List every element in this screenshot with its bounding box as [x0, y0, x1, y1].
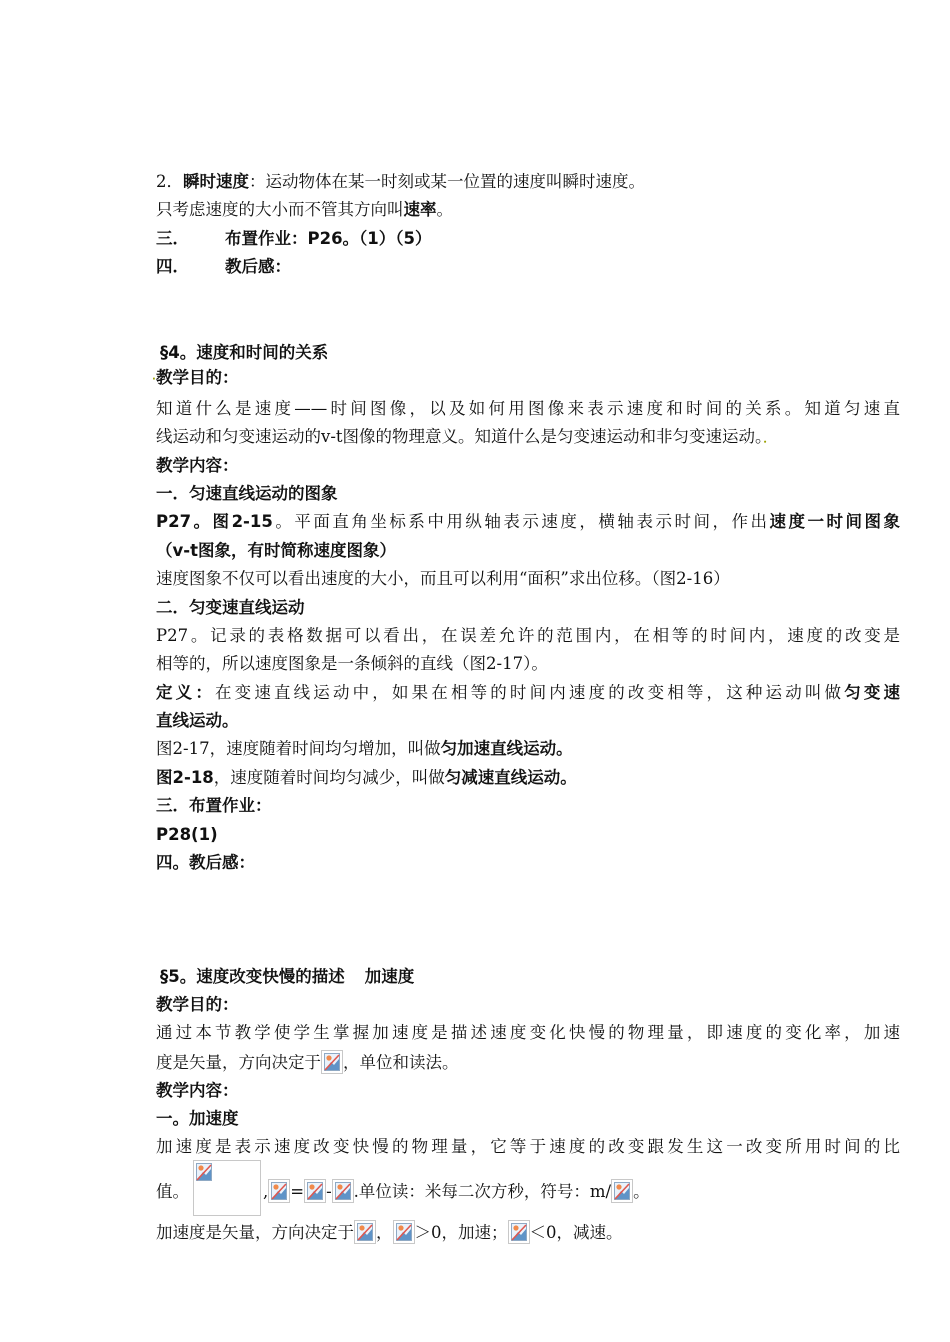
section4-definition-line2: 直线运动。: [156, 711, 239, 730]
section4-definition-line1: 定义：在变速直线运动中，如果在相等的时间内速度的改变相等，这种运动叫做匀变速: [156, 683, 901, 702]
section4-goal-line2: 线运动和匀变速运动的v-t图像的物理意义。知道什么是匀变速运动和非匀变速运动。．: [156, 427, 776, 446]
section4-goal-line1: 知道什么是速度——时间图像，以及如何用图像来表示速度和时间的关系。知道匀速直: [156, 399, 900, 418]
image-placeholder-icon: [611, 1179, 633, 1203]
section4-homework-item: P28(1): [156, 825, 218, 844]
section5-title: §5。速度改变快慢的描述 加速度: [160, 967, 415, 986]
section4-homework-heading: 三．布置作业：: [156, 796, 272, 815]
image-placeholder-icon: [508, 1220, 530, 1244]
reflection-heading: 四． 教后感：: [156, 257, 291, 276]
section5-acc-line2: 值。 , = - .单位读：米每二次方秒，符号：m/ 。: [156, 1179, 900, 1204]
homework-heading: 三． 布置作业：P26。（1）（5）: [156, 229, 432, 248]
section4-p27-line: P27。图2-15。平面直角坐标系中用纵轴表示速度，横轴表示时间，作出速度一时间图象: [156, 512, 900, 531]
section5-part1-heading: 一。加速度: [156, 1109, 239, 1128]
section5-content-heading: 教学内容：: [156, 1081, 239, 1100]
section5-vector-line: 加速度是矢量，方向决定于 ， ＞0，加速； ＜0，减速。: [156, 1220, 900, 1245]
image-placeholder-icon: [321, 1050, 343, 1074]
speed-rate-line: 只考虑速度的大小而不管其方向叫速率。: [156, 200, 453, 219]
section4-area-line: 速度图象不仅可以看出速度的大小，而且可以利用“面积”求出位移。（图2-16）: [156, 569, 730, 588]
section5-goal-line2: 度是矢量，方向决定于 ，单位和读法。: [156, 1050, 900, 1075]
section4-content-heading: 教学内容：: [156, 456, 239, 475]
section5-goal-heading: 教学目的：: [156, 995, 239, 1014]
section4-p27b-line1: P27。记录的表格数据可以看出，在误差允许的范围内，在相等的时间内，速度的改变是: [156, 626, 900, 645]
green-dot-marker: ．: [763, 431, 776, 445]
image-placeholder-icon: [268, 1179, 290, 1203]
image-placeholder-icon: [304, 1179, 326, 1203]
section4-part2-heading: 二．匀变速直线运动: [156, 598, 305, 617]
green-dot-marker: ·: [152, 374, 156, 385]
section4-vt-note: （v-t图象，有时简称速度图象）: [156, 541, 396, 560]
section4-p27b-line2: 相等的，所以速度图象是一条倾斜的直线（图2-17）。: [156, 654, 548, 673]
instant-velocity-line: 2．瞬时速度：运动物体在某一时刻或某一位置的速度叫瞬时速度。: [156, 172, 645, 191]
section4-fig18-line: 图2-18，速度随着时间均匀减少，叫做匀减速直线运动。: [156, 768, 577, 787]
section4-title: §4。速度和时间的关系: [160, 343, 329, 362]
image-placeholder-icon: [354, 1220, 376, 1244]
section5-acc-line1: 加速度是表示速度改变快慢的物理量，它等于速度的改变跟发生这一改变所用时间的比: [156, 1137, 900, 1156]
section4-reflection-heading: 四。教后感：: [156, 853, 255, 872]
section5-goal-line1: 通过本节教学使学生掌握加速度是描述速度变化快慢的物理量，即速度的变化率，加速: [156, 1023, 900, 1042]
section4-part1-heading: 一．匀速直线运动的图象: [156, 484, 338, 503]
image-placeholder-icon: [393, 1220, 415, 1244]
section4-goal-heading: · 教学目的：: [156, 366, 900, 390]
section4-fig17-line: 图2-17，速度随着时间均匀增加，叫做匀加速直线运动。: [156, 739, 573, 758]
image-placeholder-icon: [332, 1179, 354, 1203]
